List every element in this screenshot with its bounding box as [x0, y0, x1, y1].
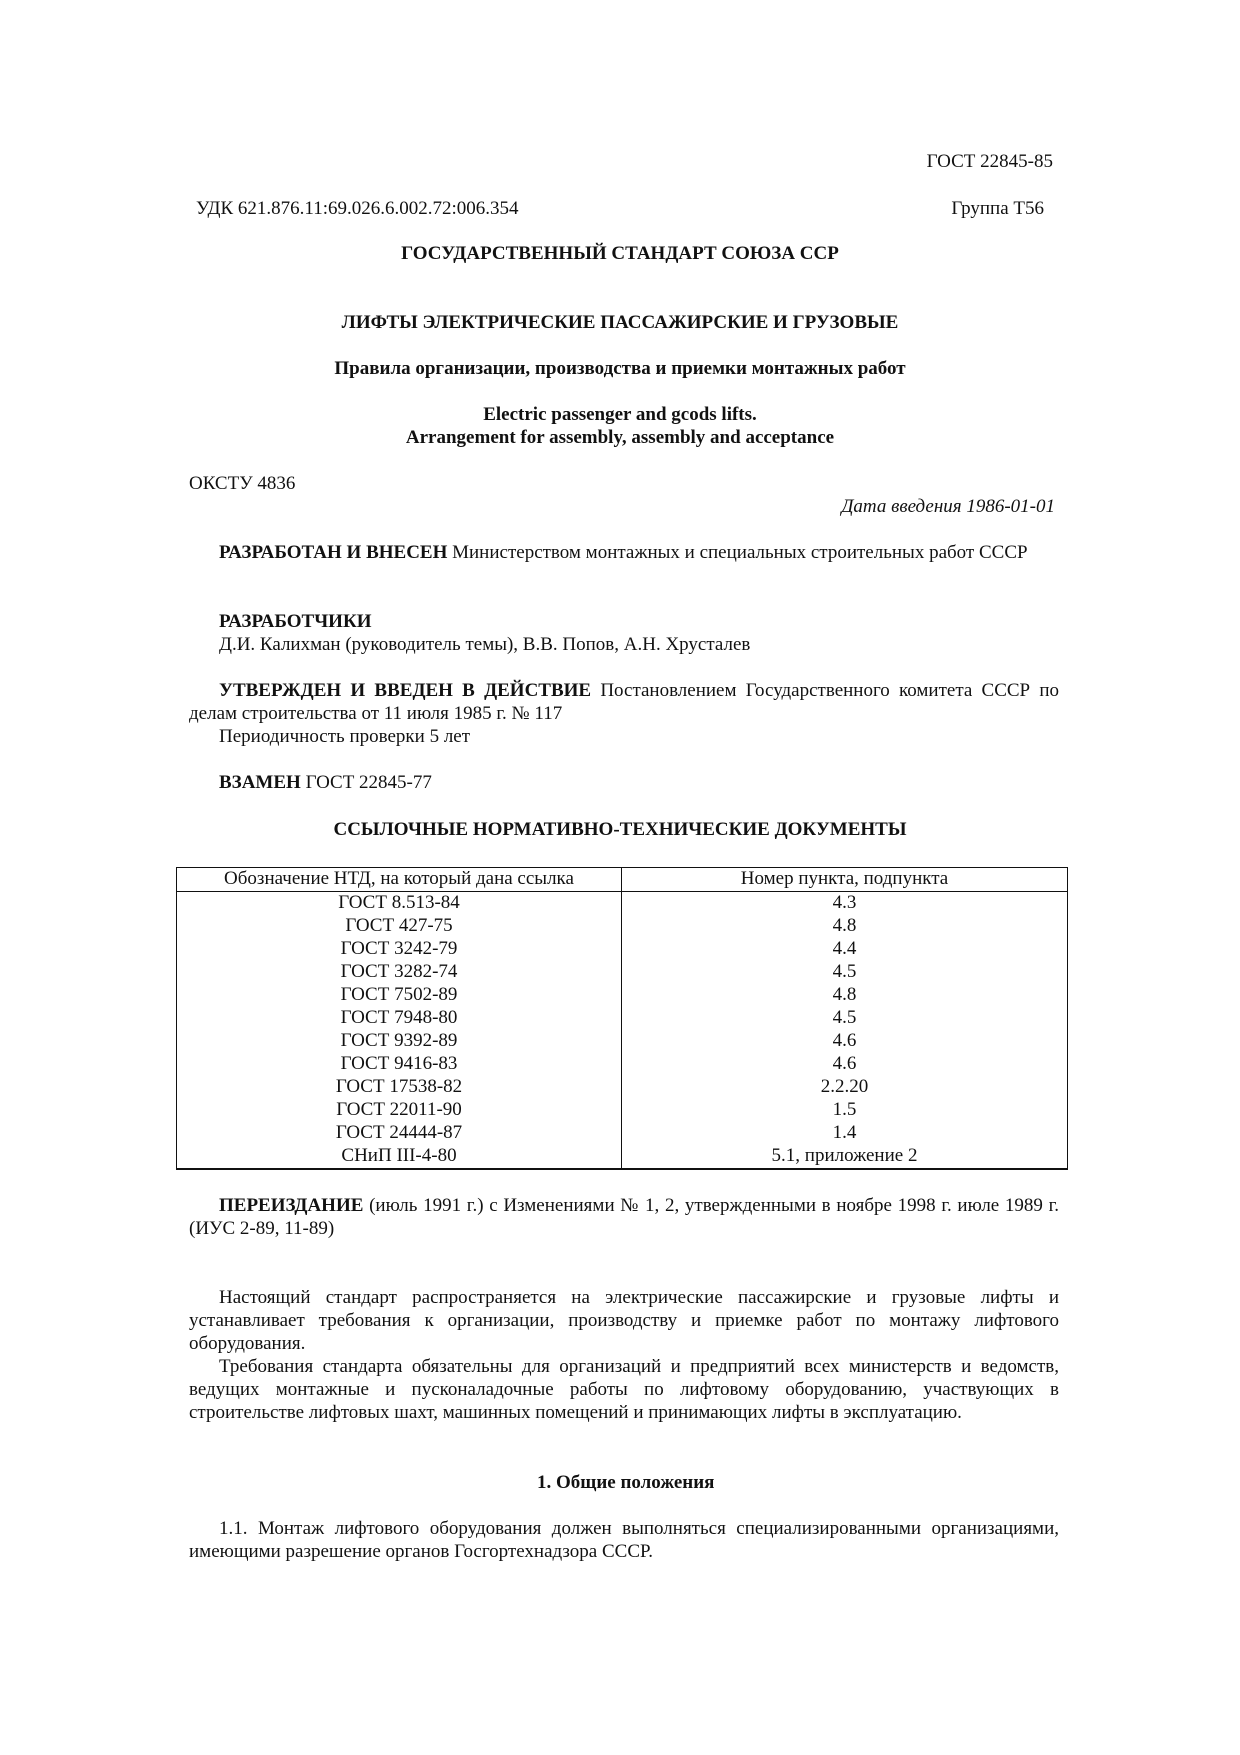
document-cell: ГОСТ 7948-80 [177, 1007, 622, 1030]
clause-cell: 4.6 [832, 1053, 857, 1075]
document-cell: ГОСТ 8.513-84 [177, 892, 622, 916]
approved-paragraph [189, 679, 1059, 725]
references-heading: ССЫЛОЧНЫЕ НОРМАТИВНО-ТЕХНИЧЕСКИЕ ДОКУМЕНТЫ [333, 819, 907, 840]
approved-label: УТВЕРЖДЕН И ВВЕДЕН В ДЕЙСТВИЕ [219, 680, 592, 701]
table-row [177, 1099, 1068, 1122]
document-cell: ГОСТ 24444-87 [177, 1122, 622, 1145]
document-cell: ГОСТ 17538-82 [177, 1076, 622, 1099]
clause-cell: 4.5 [832, 961, 857, 983]
developed-paragraph [189, 541, 1059, 564]
table-row [177, 938, 1068, 961]
group-code: Группа Т56 [951, 198, 1044, 219]
document-cell: ГОСТ 3282-74 [177, 961, 622, 984]
clause-cell: 2.2.20 [820, 1076, 869, 1098]
review-period: Периодичность проверки 5 лет [219, 726, 471, 747]
document-cell: ГОСТ 427-75 [177, 915, 622, 938]
table-row [177, 984, 1068, 1007]
reissue-label: ПЕРЕИЗДАНИЕ [219, 1195, 364, 1216]
document-subtitle: Правила организации, производства и приемки монтажных работ [334, 358, 906, 379]
table-row [177, 1007, 1068, 1030]
state-standard-title: ГОСУДАРСТВЕННЫЙ СТАНДАРТ СОЮЗА ССР [401, 243, 839, 264]
document-cell: ГОСТ 9416-83 [177, 1053, 622, 1076]
clause-cell: 5.1, приложение 2 [771, 1145, 918, 1167]
developed-text: Министерством монтажных и специальных строительных работ СССР [447, 542, 1028, 563]
intro-date: Дата введения 1986-01-01 [841, 496, 1055, 517]
udk-code: УДК 621.876.11:69.026.6.002.72:006.354 [196, 198, 519, 219]
document-cell: ГОСТ 22011-90 [177, 1099, 622, 1122]
clause-1-1: 1.1. Монтаж лифтового оборудования должен выполняться специализированными организациями, имеющими разрешение органов Госгортехнадзора СССР. [189, 1518, 1059, 1562]
table-row [177, 961, 1068, 984]
references-table [176, 867, 1068, 1170]
document-cell: ГОСТ 3242-79 [177, 938, 622, 961]
english-title-line2: Arrangement for assembly, assembly and acceptance [405, 427, 835, 448]
reissue-text: (июль 1991 г.) с Изменениями № 1, 2, утвержденными в ноябре 1998 г. июле 1989 г. (ИУС 2-89, 11-89) [189, 1195, 1059, 1239]
table-header-row [177, 868, 1068, 892]
table-row [177, 915, 1068, 938]
column-header-document: Обозначение НТД, на который дана ссылка [177, 868, 622, 892]
document-title: ЛИФТЫ ЭЛЕКТРИЧЕСКИЕ ПАССАЖИРСКИЕ И ГРУЗОВЫЕ [341, 312, 899, 333]
developers-label: РАЗРАБОТЧИКИ [219, 611, 372, 632]
clause-cell: 4.4 [832, 938, 857, 960]
table-row [177, 1076, 1068, 1099]
developed-label: РАЗРАБОТАН И ВНЕСЕН [219, 542, 448, 563]
document-cell: СНиП III-4-80 [177, 1145, 622, 1169]
scope-paragraph: Настоящий стандарт распространяется на электрические пассажирские и грузовые лифты и устанавливает требования к организации, производству и приемке работ по монтажу лифтового оборудования. [189, 1287, 1059, 1354]
document-cell: ГОСТ 7502-89 [177, 984, 622, 1007]
clause-cell: 4.6 [832, 1030, 857, 1052]
clause-cell: 1.5 [832, 1099, 857, 1121]
clause-cell: 4.8 [832, 915, 857, 937]
reissue-paragraph [189, 1194, 1059, 1240]
section-1-heading: 1. Общие положения [537, 1472, 715, 1493]
approved-text: Постановлением Государственного комитета СССР по делам строительства от 11 июля 1985 г. № 117 [189, 680, 1059, 724]
clause-cell: 4.8 [832, 984, 857, 1006]
table-row [177, 1030, 1068, 1053]
requirements-paragraph: Требования стандарта обязательны для организаций и предприятий всех министерств и ведомств, ведущих монтажные и пусконаладочные работы по лифтовому оборудованию, участвующих в строительстве лифтовых шахт, машинных помещений и принимающих лифты в эксплуатацию. [189, 1356, 1059, 1423]
table-row [177, 1053, 1068, 1076]
table-row [177, 892, 1068, 916]
standard-number: ГОСТ 22845-85 [926, 151, 1053, 172]
column-header-clause: Номер пункта, подпункта [622, 868, 1068, 892]
table-row [177, 1145, 1068, 1169]
okstu-code: ОКСТУ 4836 [189, 473, 296, 494]
replaces-line [219, 771, 432, 794]
developers-text: Д.И. Калихман (руководитель темы), В.В. Попов, А.Н. Хрусталев [219, 634, 751, 655]
replaces-text: ГОСТ 22845-77 [300, 772, 432, 793]
document-cell: ГОСТ 9392-89 [177, 1030, 622, 1053]
clause-cell: 4.3 [832, 892, 857, 914]
clause-cell: 4.5 [832, 1007, 857, 1029]
english-title-line1: Electric passenger and gcods lifts. [483, 404, 757, 425]
replaces-label: ВЗАМЕН [219, 772, 301, 793]
table-row [177, 1122, 1068, 1145]
clause-cell: 1.4 [832, 1122, 857, 1144]
